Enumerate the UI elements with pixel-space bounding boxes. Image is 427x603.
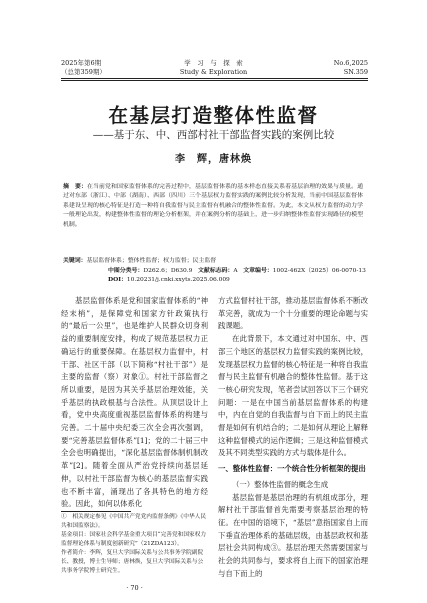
footnote-rule [61,511,131,512]
journal-total-issue: （总第359期） [61,68,106,76]
left-column [61,295,208,511]
article-authors: 李 辉，唐林焕 [175,154,252,165]
footnote-author: 作者简介：李辉，复旦大学国际关系与公共事务学院副院长、教授，博士生导师；唐林焕，复旦大学国际关系与公共事务学院博士研究生。 [61,550,204,574]
abstract-label: 摘 要： [63,183,88,190]
paragraph: 基层监督体系是党和国家监督体系的“神经末梢”，是保障党和国家方针政策执行的“最后一公里”，也是维护人民群众切身利益的重要制度安排，构成了规范基层权力正确运行的重要保障。在基层权力监督中，村干部、社区干部（以下简称“村社干部”）是主要的监督（察）对象①。村社干部监督之所以重要，是因为其关乎基层治理效能，关乎基层的执政根基与合法性。从顶层设计上看，党中央高度重视基层监督体系的构建与完善。二十届中央纪委三次全会再次强调，要“完善基层监督体系”[1]；党的二十届三中全会也明确提出，“深化基层监督体制机制改革”[2]。随着全面从严治党持续向基层延伸，以村社干部监督为核心的基层监督实践也不断丰富，涌现出了各具特色的地方经验。因此，如何以体系化 [61,296,208,509]
keywords-label: 关键词： [63,257,87,264]
articleno-label: 文章编号： [243,266,273,274]
keywords-text: 基层监督体系；整体性监督；权力监督；民主监督 [86,258,217,264]
abstract-text: 在当前党和国家监督体系的完善过程中，基层监督体系的基本样态直接关系着基层治理的效果与质量。通过对东部（浙江）、中部（湖南）、西部（四川）三个基层权力监督实践的案例比较分析发现，当前中国基层监督体系建设呈现的核心特征是打造一种将自我监督与民主监督有机融合的整体性监督。为此，本文从权力监督的动力学一般理论出发，构建整体性监督的理论分析框架，并在案例分析的基础上，进一步归纳整体性监督实现路径的模型机制。 [63,184,364,228]
header-rule [61,78,368,79]
doi-label: DOI： [108,276,127,283]
right-column [218,295,368,580]
abstract [63,182,363,230]
clc-label: 中图分类号： [108,266,144,274]
doi-line [108,275,368,285]
paragraph: 在此背景下，本文通过对中国东、中、西部三个地区的基层权力监督实践的案例比较，发现基层权力监督的核心特征是一种将自我监督与民主监督有机融合的整体性监督。基于这一核心研究发现，笔者尝试回答以下三个研究问题：一是在中国当前基层监督体系的构建中，内在自觉的自我监督与自下而上的民主监督是如何有机结合的；二是如何从理论上解释这种监督模式的运作逻辑；三是这种监督模式及其不同类型实践的方式与载体是什么。 [218,334,368,458]
subsection-heading: （一）整体性监督的概念生成 [232,479,329,489]
section-heading: 一、整体性监督：一个统合性分析框架的提出 [218,464,366,474]
footnote-fund: 基金项目：国家社会科学基金重大项目“完善党和国家权力监督理论体系与制度创新研究”（21ZDA123）。 [61,532,207,547]
paragraph: 方式监督村社干部，推动基层监督体系不断改革完善，就成为一个十分重要的理论命题与实践课题。 [218,296,368,331]
footnotes [61,513,208,576]
article-title: 在基层打造整体性监督 [108,104,319,127]
journal-title-en: Study & Exploration [179,68,248,76]
journal-issue-en: No.6,2025 [333,59,368,67]
journal-serial: SN.359 [343,68,368,76]
articleno-value: 1002-462X（2025）06-0070-13 [272,267,366,274]
paragraph: 基层监督是基层治理的有机组成部分，理解村社干部监督首先需要考察基层治理的特征。在中国的语境下，“基层”意指国家自上而下垂直治理体系的基础层级，由基层政权和基层社会共同构成③。基层治理天然需要国家与社会的共同参与，要求将自上而下的国家治理与自下而上的 [218,492,368,578]
doc-value: A [233,267,238,274]
journal-issue: 2025年第6期 [61,59,102,67]
journal-title: 学 习 与 探 索 [184,59,243,67]
doc-label: 文献标志码： [198,266,234,274]
article-subtitle: ——基于东、中、西部村社干部监督实践的案例比较 [92,129,335,141]
doi-value: 10.20231/j.cnki.xxyts.2025.06.009 [126,277,230,283]
footnote-1: ① 相关规定参见《中国共产党党内监督条例》《中华人民共和国监察法》。 [61,514,207,529]
page-number: · 70 · [126,584,143,592]
clc-value: D262.6；D630.9 [143,267,193,274]
